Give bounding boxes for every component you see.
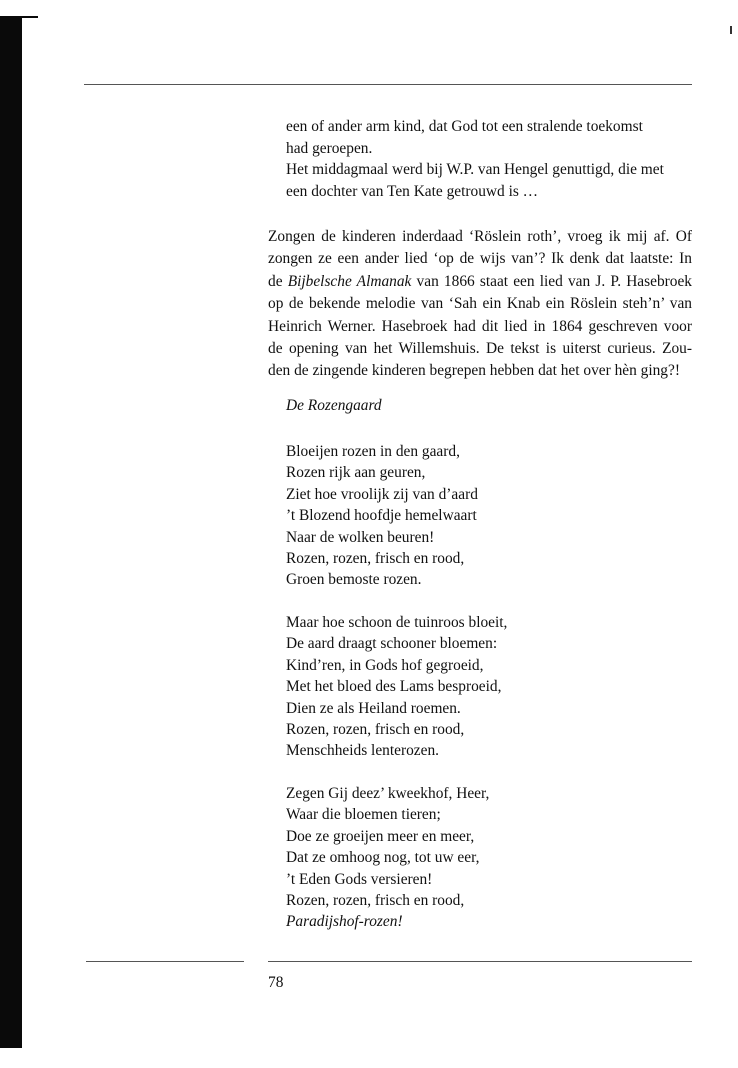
poem-stanza-1	[286, 441, 478, 591]
footer-rule-left	[86, 961, 244, 962]
poem-stanza-2	[286, 612, 507, 762]
poem-line: Dien ze als Heiland roemen.	[286, 699, 461, 717]
paragraph-line: den de zingende kinderen begrepen hebben dat het over hèn ging?!	[268, 362, 680, 380]
poem-line: Waar die bloemen tieren;	[286, 806, 441, 824]
paragraph-text: de	[268, 272, 288, 290]
paragraph-text: van 1866 staat een lied van J. P. Hasebroek	[411, 272, 693, 290]
poem-line: De aard draagt schooner bloemen:	[286, 635, 498, 653]
poem-line: Ziet hoe vroolijk zij van d’aard	[286, 485, 478, 503]
paragraph-line: Heinrich Werner. Hasebroek had dit lied in 1864 geschreven voor	[268, 317, 692, 335]
quote-line: Het middagmaal werd bij W.P. van Hengel genuttigd, die met	[286, 161, 664, 179]
poem-line: ’t Eden Gods versieren!	[286, 870, 433, 888]
body-paragraph	[268, 226, 692, 383]
poem-line: Dat ze omhoog nog, tot uw eer,	[286, 849, 480, 867]
poem-line: Paradijshof-rozen!	[286, 913, 403, 931]
poem-line: Rozen rijk aan geuren,	[286, 464, 426, 482]
block-quote	[286, 116, 696, 202]
paragraph-line: zongen ze een ander lied ‘op de wijs van’? Ik denk dat laatste: In	[268, 250, 692, 268]
header-rule	[84, 84, 692, 85]
paragraph-line-with-title	[268, 271, 692, 293]
poem-line: Maar hoe schoon de tuinroos bloeit,	[286, 614, 508, 631]
poem-line: Groen bemoste rozen.	[286, 571, 422, 589]
poem-line: Rozen, rozen, frisch en rood,	[286, 892, 465, 910]
poem-line: Met het bloed des Lams besproeid,	[286, 678, 502, 696]
paragraph-line: Zongen de kinderen inderdaad ‘Röslein roth’, vroeg ik mij af. Of	[268, 228, 692, 245]
paragraph-line: op de bekende melodie van ‘Sah ein Knab ein Röslein steh’n’ van	[268, 295, 692, 313]
corner-mark	[730, 26, 732, 34]
quote-line: een dochter van Ten Kate getrouwd is …	[286, 182, 539, 200]
poem-line: Naar de wolken beuren!	[286, 528, 435, 546]
page-spine-shadow	[0, 16, 22, 1048]
poem-line: Bloeijen rozen in den gaard,	[286, 443, 460, 460]
poem-stanza-3	[286, 783, 489, 933]
poem-line: Rozen, rozen, frisch en rood,	[286, 721, 465, 739]
poem-line: Kind’ren, in Gods hof gegroeid,	[286, 656, 484, 674]
poem-line: Rozen, rozen, frisch en rood,	[286, 550, 465, 568]
poem-title: De Rozengaard	[286, 397, 382, 414]
paragraph-line: de opening van het Willemshuis. De tekst is uiterst curieus. Zou-	[268, 340, 692, 358]
poem-line: Doe ze groeijen meer en meer,	[286, 827, 475, 845]
footer-rule-right	[268, 961, 692, 962]
crop-mark	[22, 16, 38, 18]
quote-line: had geroepen.	[286, 139, 373, 157]
poem-line: Menschheids lenterozen.	[286, 742, 439, 760]
page-number: 78	[268, 974, 284, 991]
poem-line: Zegen Gij deez’ kweekhof, Heer,	[286, 785, 490, 802]
quote-line: een of ander arm kind, dat God tot een stralende toekomst	[286, 118, 643, 135]
book-title: Bijbelsche Almanak	[287, 272, 412, 290]
poem-line: ’t Blozend hoofdje hemelwaart	[286, 507, 477, 525]
